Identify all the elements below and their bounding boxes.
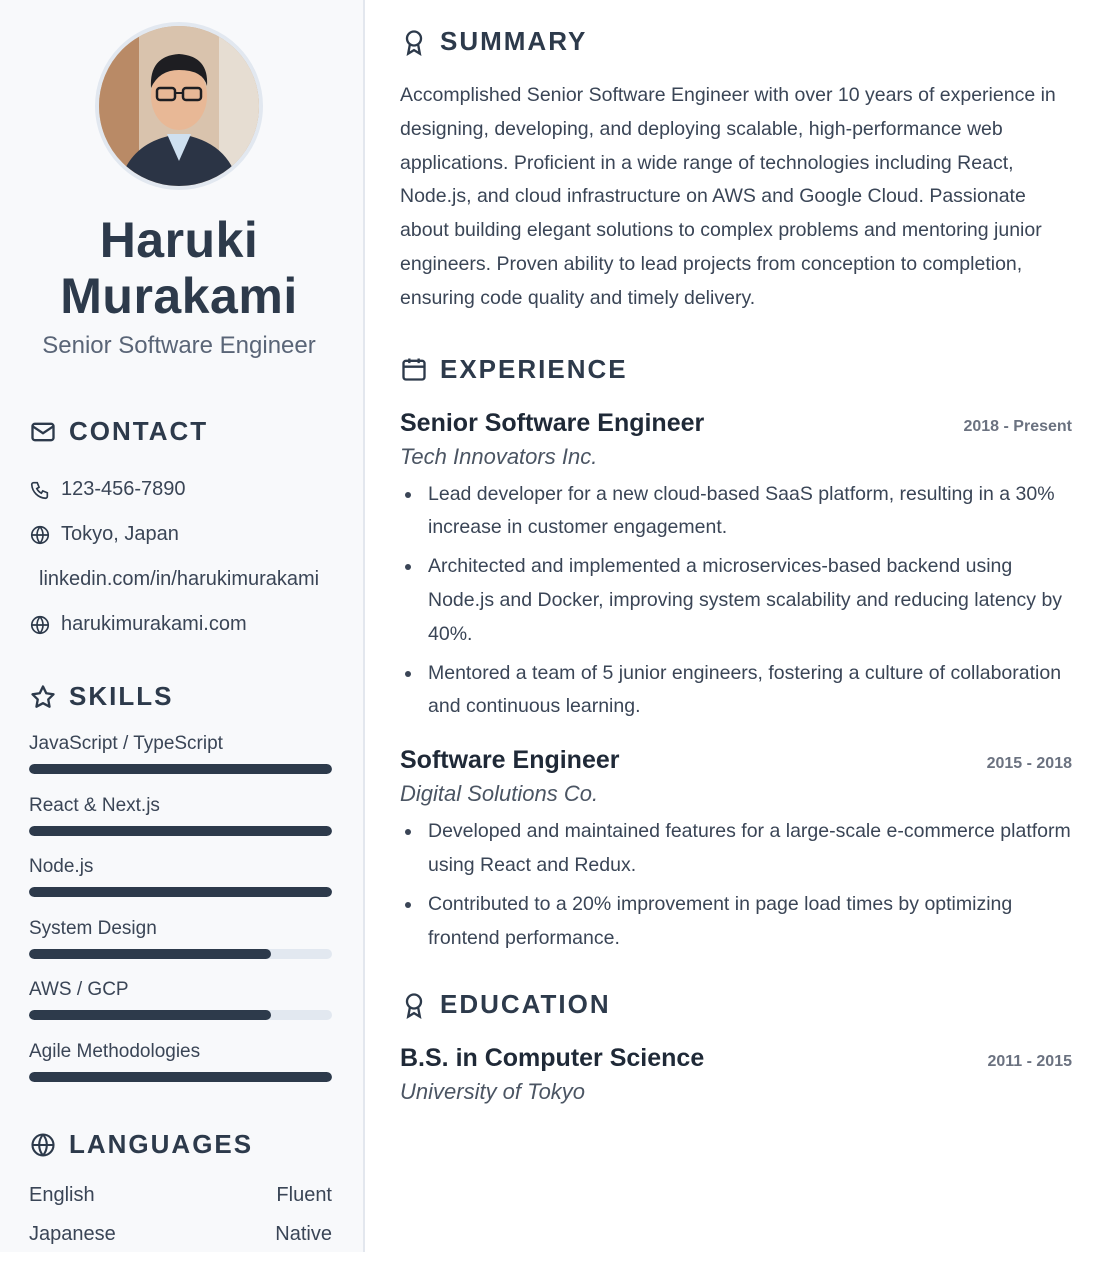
skills-heading-label: SKILLS bbox=[69, 681, 174, 711]
sidebar bbox=[0, 0, 365, 1252]
education-heading bbox=[400, 989, 1072, 1020]
skill-item bbox=[29, 978, 329, 1040]
skill-bar-track bbox=[29, 949, 332, 959]
calendar-icon bbox=[400, 355, 428, 383]
star-icon bbox=[29, 683, 57, 711]
experience-heading-label: EXPERIENCE bbox=[440, 353, 628, 384]
full-name: Haruki Murakami bbox=[60, 212, 298, 324]
skill-bar-fill bbox=[29, 887, 332, 897]
school: University of Tokyo bbox=[400, 1079, 586, 1105]
job-role: Software Engineer bbox=[400, 746, 620, 775]
job-company: Tech Innovators Inc. bbox=[400, 443, 598, 469]
globe-icon bbox=[29, 1131, 57, 1159]
skill-label: AWS / GCP bbox=[29, 979, 129, 1000]
skill-bar-track bbox=[29, 826, 332, 836]
summary-heading-label: SUMMARY bbox=[440, 26, 588, 56]
skill-bar-fill bbox=[29, 1072, 332, 1082]
education-dates: 2011 - 2015 bbox=[987, 1053, 1072, 1071]
skill-label: JavaScript / TypeScript bbox=[29, 733, 223, 754]
avatar bbox=[95, 22, 263, 190]
contact-phone[interactable] bbox=[29, 467, 329, 512]
job-bullets bbox=[400, 478, 1072, 725]
language-row bbox=[29, 1223, 332, 1262]
location-value: Tokyo, Japan bbox=[61, 523, 179, 545]
languages-heading bbox=[29, 1129, 329, 1160]
job-bullet: Developed and maintained features for a large-scale e-commerce platform using React and Redux. bbox=[400, 815, 1072, 883]
skill-bar-track bbox=[29, 1072, 332, 1082]
phone-icon bbox=[29, 479, 51, 501]
job-entry bbox=[400, 409, 1072, 725]
degree: B.S. in Computer Science bbox=[400, 1044, 705, 1073]
globe-icon bbox=[29, 614, 51, 636]
job-title: Senior Software Engineer bbox=[42, 332, 316, 359]
skill-label: Node.js bbox=[29, 856, 94, 877]
language-name: Japanese bbox=[29, 1223, 116, 1245]
skill-item bbox=[29, 794, 329, 856]
job-header bbox=[400, 409, 1072, 438]
contact-linkedin[interactable] bbox=[29, 557, 329, 602]
experience-heading bbox=[400, 354, 1072, 385]
main-content bbox=[365, 0, 1106, 1252]
skills-heading bbox=[29, 681, 329, 712]
award-icon bbox=[400, 28, 428, 56]
language-row bbox=[29, 1184, 332, 1223]
skill-bar-track bbox=[29, 1010, 332, 1020]
languages-heading-label: LANGUAGES bbox=[69, 1129, 254, 1159]
skill-bar-fill bbox=[29, 764, 332, 774]
globe-icon bbox=[29, 524, 51, 546]
profile-photo bbox=[99, 26, 259, 186]
summary-text: Accomplished Senior Software Engineer with over 10 years of experience in designing, developing, and deploying scalable, high-performance web applications. Proficient in a wide range of technologies including React, Node.js, and cloud infrastructure on AWS and Google Cloud. Passionate about building elegant solutions to complex problems and mentoring junior engineers. Proven ability to lead projects from conception to completion, ensuring code quality and timely delivery. bbox=[400, 84, 1056, 309]
skill-item bbox=[29, 855, 329, 917]
website-link[interactable]: harukimurakami.com bbox=[61, 613, 247, 635]
linkedin-link[interactable]: linkedin.com/in/harukimurakami bbox=[39, 568, 320, 590]
skill-bar-track bbox=[29, 764, 332, 774]
skill-bar-fill bbox=[29, 826, 332, 836]
languages-list bbox=[29, 1184, 332, 1262]
education-header bbox=[400, 1044, 1072, 1073]
contact-heading bbox=[29, 416, 329, 447]
language-level: Native bbox=[275, 1223, 332, 1245]
job-company: Digital Solutions Co. bbox=[400, 781, 599, 807]
job-header bbox=[400, 746, 1072, 775]
skill-bar-fill bbox=[29, 1010, 271, 1020]
skill-label: System Design bbox=[29, 917, 157, 939]
language-name: English bbox=[29, 1184, 95, 1206]
job-bullets bbox=[400, 815, 1072, 955]
education-heading-label: EDUCATION bbox=[440, 989, 611, 1020]
skills-list bbox=[29, 732, 329, 1101]
skill-label: Agile Methodologies bbox=[29, 1040, 201, 1062]
job-entry bbox=[400, 746, 1072, 955]
language-level: Fluent bbox=[276, 1184, 332, 1206]
skill-item bbox=[29, 1040, 329, 1102]
skill-bar-fill bbox=[29, 949, 271, 959]
summary-heading bbox=[400, 26, 1072, 57]
skill-bar-track bbox=[29, 887, 332, 897]
contact-location bbox=[29, 512, 329, 557]
job-bullet: Mentored a team of 5 junior engineers, fostering a culture of collaboration and continuous learning. bbox=[400, 657, 1072, 725]
job-bullet: Contributed to a 20% improvement in page load times by optimizing frontend performance. bbox=[400, 888, 1072, 956]
mail-icon bbox=[29, 418, 57, 446]
skill-item bbox=[29, 917, 329, 979]
contact-list bbox=[29, 467, 329, 647]
contact-website[interactable] bbox=[29, 602, 329, 647]
award-icon bbox=[400, 991, 428, 1019]
phone-value: 123-456-7890 bbox=[61, 478, 186, 500]
job-dates: 2018 - Present bbox=[963, 417, 1072, 435]
job-dates: 2015 - 2018 bbox=[986, 755, 1072, 773]
skill-label: React & Next.js bbox=[29, 794, 160, 816]
job-bullet: Architected and implemented a microservices-based backend using Node.js and Docker, improving system scalability and reducing latency by 40%. bbox=[400, 550, 1072, 651]
contact-heading-label: CONTACT bbox=[69, 416, 209, 446]
skill-item bbox=[29, 732, 329, 794]
job-bullet: Lead developer for a new cloud-based SaaS platform, resulting in a 30% increase in customer engagement. bbox=[400, 478, 1072, 546]
job-role: Senior Software Engineer bbox=[400, 408, 705, 437]
education-entry bbox=[400, 1044, 1072, 1105]
